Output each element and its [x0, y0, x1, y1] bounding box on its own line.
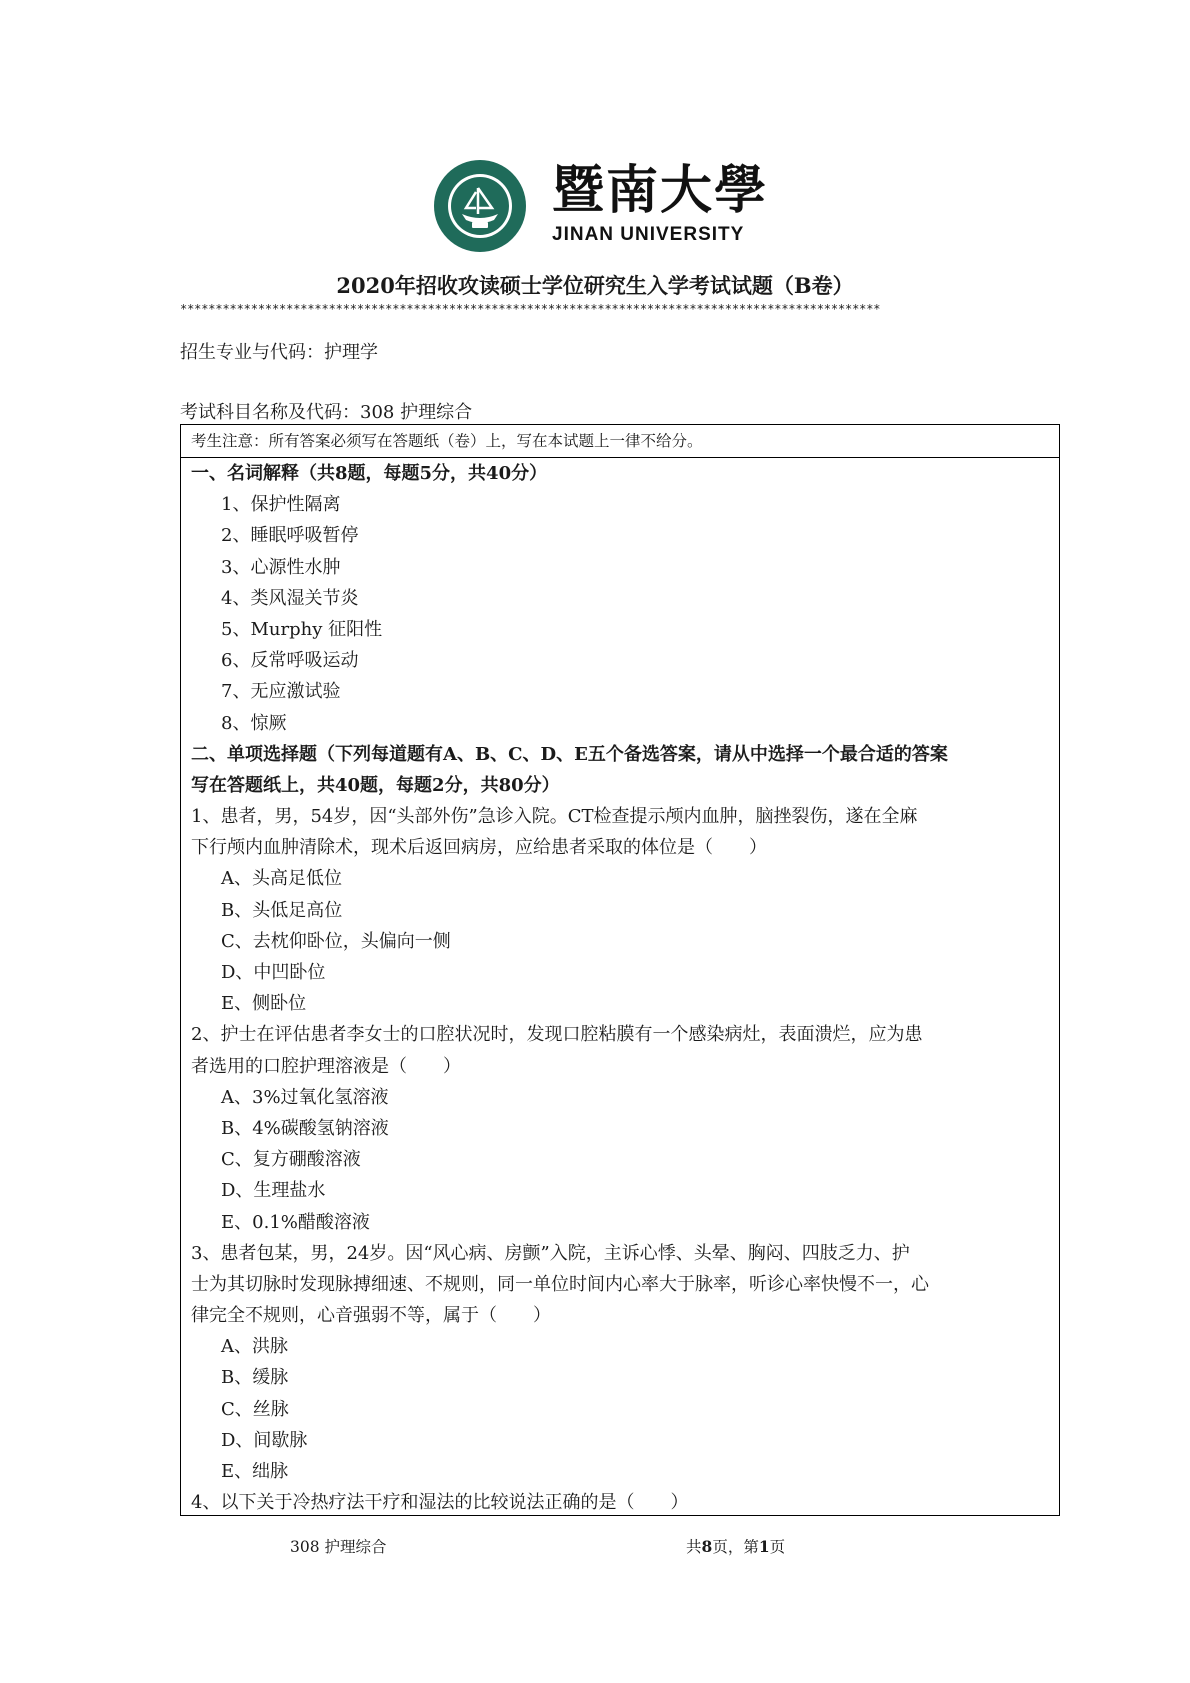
- question-text: 下行颅内血肿清除术，现术后返回病房，应给患者采取的体位是（ ）: [191, 837, 767, 859]
- list-item: E、绌脉: [221, 1461, 289, 1482]
- exam-title: 2020年招收攻读硕士学位研究生入学考试试题（B卷）: [336, 273, 854, 298]
- list-item: 5、Murphy 征阳性: [221, 618, 383, 640]
- list-item: B、缓脉: [221, 1367, 289, 1389]
- major-label: 招生专业与代码：护理学: [180, 342, 378, 363]
- question-text: 士为其切脉时发现脉搏细速、不规则，同一单位时间内心率大于脉率，听诊心率快慢不一，心: [191, 1273, 929, 1295]
- section-heading: 写在答题纸上，共40题，每题2分，共80分）: [191, 774, 560, 796]
- list-item: 1、保护性隔离: [221, 494, 341, 516]
- list-item: E、0.1%醋酸溶液: [221, 1211, 370, 1233]
- list-item: 4、类风湿关节炎: [221, 587, 359, 609]
- separator-stars: ***************************************************************************************************: [180, 302, 881, 316]
- question-content: [181, 458, 1059, 1518]
- list-item: B、4%碳酸氢钠溶液: [221, 1117, 389, 1139]
- list-item: B、头低足高位: [221, 899, 343, 921]
- list-item: A、3%过氧化氢溶液: [221, 1086, 389, 1108]
- exam-notice: 考生注意：所有答案必须写在答题纸（卷）上，写在本试题上一律不给分。: [181, 425, 1059, 458]
- list-item: C、复方硼酸溶液: [221, 1149, 361, 1171]
- university-logo: [432, 158, 772, 258]
- list-item: D、间歇脉: [221, 1429, 308, 1451]
- list-item: 7、无应激试验: [221, 681, 341, 703]
- question-text: 4、以下关于冷热疗法干疗和湿法的比较说法正确的是（ ）: [191, 1492, 689, 1514]
- university-name-en: JINAN UNIVERSITY: [552, 224, 745, 245]
- footer-subject: 308 护理综合: [290, 1538, 387, 1556]
- question-box: [180, 424, 1060, 1516]
- list-item: D、中凹卧位: [221, 962, 326, 983]
- list-item: 6、反常呼吸运动: [221, 650, 359, 672]
- question-text: 1、患者，男，54岁，因“头部外伤”急诊入院。CT检查提示颅内血肿，脑挫裂伤，遂在全麻: [191, 806, 918, 828]
- question-text: 律完全不规则，心音强弱不等，属于（ ）: [191, 1305, 551, 1327]
- list-item: C、去枕仰卧位，头偏向一侧: [221, 930, 451, 952]
- list-item: 2、睡眠呼吸暂停: [221, 525, 359, 547]
- section-heading: 一、名词解释（共8题，每题5分，共40分）: [191, 463, 548, 484]
- list-item: C、丝脉: [221, 1398, 289, 1420]
- list-item: A、头高足低位: [221, 868, 342, 890]
- question-text: 3、患者包某，男，24岁。因“风心病、房颤”入院，主诉心悸、头晕、胸闷、四肢乏力、护: [191, 1242, 910, 1264]
- university-seal-icon: [432, 158, 528, 254]
- list-item: 8、惊厥: [221, 712, 287, 734]
- list-item: 3、心源性水肿: [221, 556, 341, 578]
- section-heading: 二、单项选择题（下列每道题有A、B、C、D、E五个备选答案，请从中选择一个最合适的答案: [191, 743, 948, 765]
- list-item: D、生理盐水: [221, 1180, 326, 1202]
- subject-label: 考试科目名称及代码：308 护理综合: [180, 402, 473, 423]
- list-item: A、洪脉: [221, 1336, 288, 1358]
- university-name-cn: 暨南大學: [552, 160, 769, 221]
- footer-pagination: 共8页，第1页: [686, 1537, 786, 1556]
- list-item: E、侧卧位: [221, 993, 307, 1015]
- question-text: 2、护士在评估患者李女士的口腔状况时，发现口腔粘膜有一个感染病灶，表面溃烂，应为患: [191, 1024, 923, 1046]
- question-text: 者选用的口腔护理溶液是（ ）: [191, 1055, 461, 1077]
